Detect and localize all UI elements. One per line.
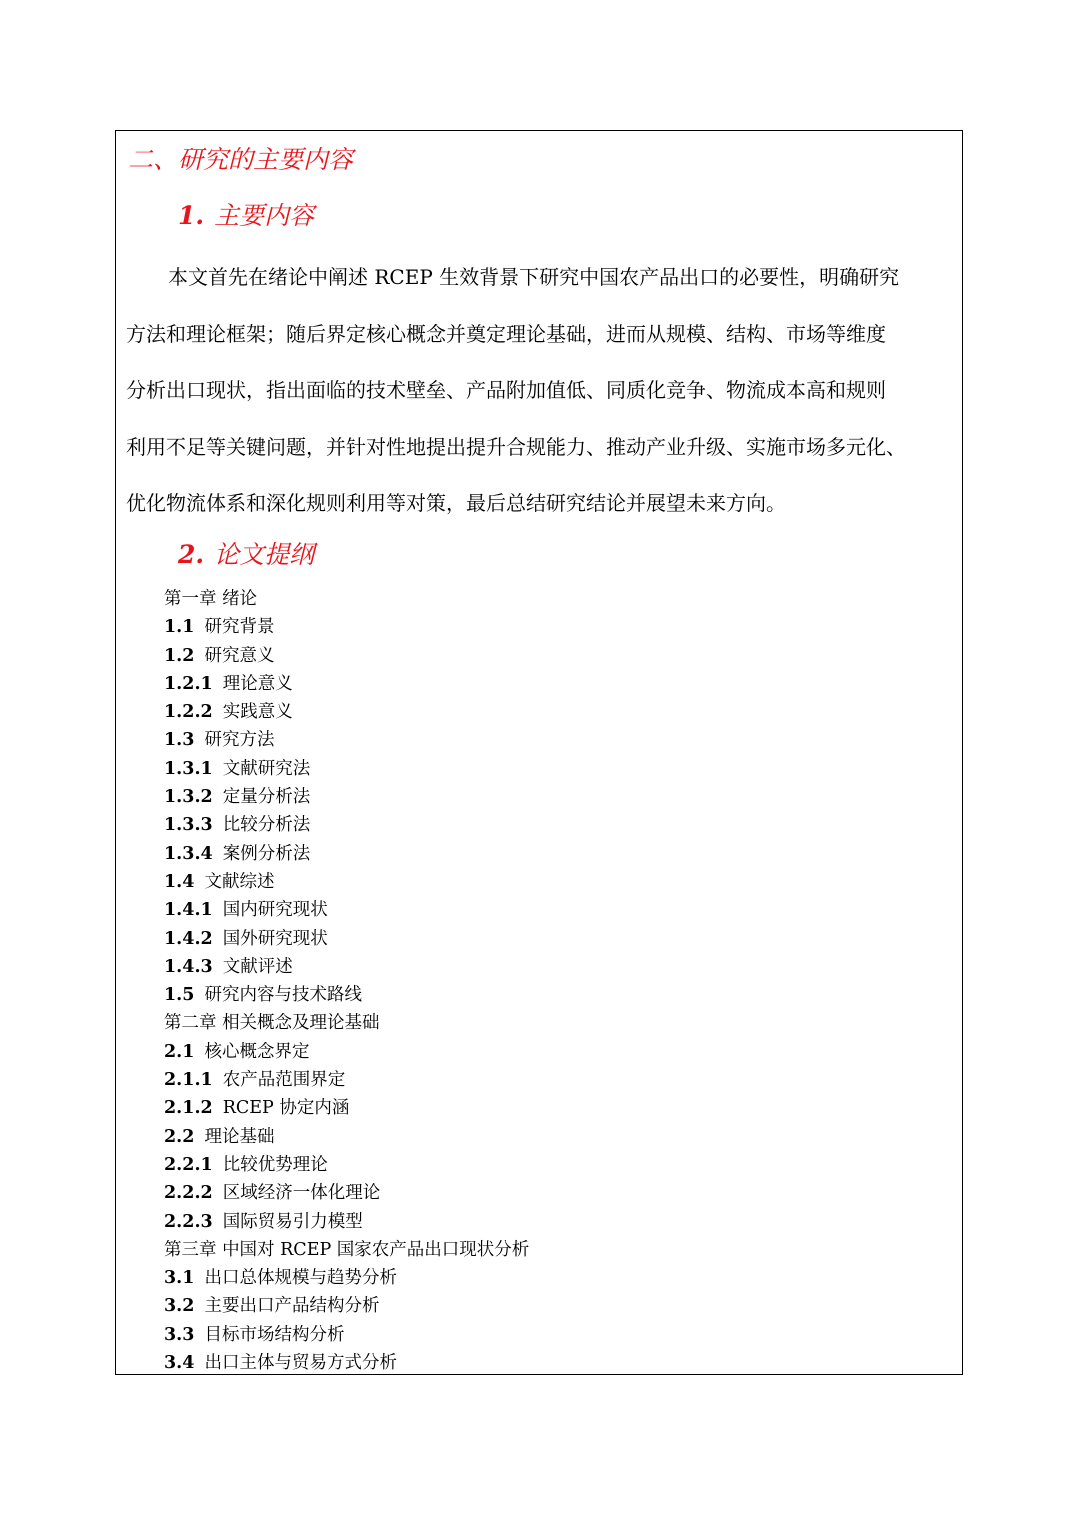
main-content-paragraph — [126, 249, 956, 532]
outline-item-number: 1.3.4 — [164, 843, 213, 864]
outline-item-number: 1.2 — [164, 645, 195, 666]
outline-item-number: 2.2.3 — [164, 1211, 213, 1232]
outline-item — [164, 925, 529, 953]
outline-item-text: 比较分析法 — [222, 815, 311, 836]
outline-item-text: 出口总体规模与趋势分析 — [204, 1268, 397, 1289]
outline-item-number: 1.3 — [164, 730, 195, 751]
paragraph-line: 本文首先在绪论中阐述 RCEP 生效背景下研究中国农产品出口的必要性，明确研究 — [168, 265, 900, 289]
outline-item — [164, 1321, 529, 1349]
outline-item-text: 文献综述 — [204, 871, 275, 892]
outline-item — [164, 783, 529, 811]
outline-item-number: 3.1 — [164, 1268, 195, 1289]
outline-item — [164, 1094, 529, 1122]
outline-item-number: 3.4 — [164, 1353, 195, 1374]
outline-item-number: 1.2.1 — [164, 673, 213, 694]
outline-item — [164, 1123, 529, 1151]
outline-item-number: 1.3.1 — [164, 758, 213, 779]
outline-item-number: 2.2 — [164, 1126, 195, 1147]
outline-item-number: 1.5 — [164, 985, 195, 1006]
outline-title: 论文提纲 — [214, 540, 315, 569]
outline-heading — [178, 538, 314, 572]
outline-item-number: 2.1 — [164, 1041, 195, 1062]
outline-item-text: 理论意义 — [222, 673, 293, 694]
outline-item-number: 1.2.2 — [164, 702, 213, 723]
outline-item-text: 第三章 中国对 RCEP 国家农产品出口现状分析 — [164, 1239, 530, 1260]
outline-number: 2. — [178, 540, 205, 569]
outline-item — [164, 642, 529, 670]
outline-item-number: 1.1 — [164, 617, 195, 638]
main-content-number: 1. — [178, 201, 205, 230]
outline-item-number: 2.1.1 — [164, 1070, 213, 1091]
outline-item — [164, 670, 529, 698]
outline-item — [164, 1292, 529, 1320]
outline-item-text: 区域经济一体化理论 — [222, 1183, 381, 1204]
outline-item-text: 文献研究法 — [222, 758, 311, 779]
outline-item — [164, 1349, 529, 1377]
paragraph-line: 利用不足等关键问题，并针对性地提出提升合规能力、推动产业升级、实施市场多元化、 — [126, 434, 906, 459]
outline-item-text: 第一章 绪论 — [164, 589, 258, 609]
outline-item-number: 2.1.2 — [164, 1098, 213, 1119]
outline-item-text: 主要出口产品结构分析 — [204, 1296, 380, 1317]
outline-item — [164, 1264, 529, 1292]
paragraph-line: 方法和理论框架；随后界定核心概念并奠定理论基础，进而从规模、结构、市场等维度 — [126, 321, 886, 346]
outline-item — [164, 953, 529, 981]
outline-item-number: 1.3.2 — [164, 787, 213, 808]
outline-item — [164, 1236, 529, 1264]
outline-item-text: 文献评述 — [222, 956, 293, 977]
outline-item-text: 比较优势理论 — [222, 1154, 328, 1175]
outline-item — [164, 1208, 529, 1236]
outline-item-number: 1.4.1 — [164, 900, 213, 921]
outline-item-number: 1.4.2 — [164, 928, 213, 949]
outline-item-text: 研究方法 — [204, 730, 275, 751]
outline-item — [164, 981, 529, 1009]
outline-item — [164, 613, 529, 641]
outline-item-text: 实践意义 — [222, 702, 293, 723]
outline-item — [164, 585, 529, 613]
outline-item-number: 1.3.3 — [164, 815, 213, 836]
outline-item — [164, 1009, 529, 1037]
outline-item-text: 案例分析法 — [222, 843, 311, 864]
paragraph-line: 优化物流体系和深化规则利用等对策，最后总结研究结论并展望未来方向。 — [126, 491, 786, 515]
outline-item — [164, 1151, 529, 1179]
outline-list — [164, 585, 529, 1377]
paragraph-line: 分析出口现状，指出面临的技术壁垒、产品附加值低、同质化竞争、物流成本高和规则 — [126, 378, 886, 402]
section-title: 二、研究的主要内容 — [128, 145, 354, 174]
outline-item — [164, 1038, 529, 1066]
outline-item — [164, 868, 529, 896]
outline-item — [164, 840, 529, 868]
main-content-heading — [178, 199, 314, 233]
outline-item-text: 第二章 相关概念及理论基础 — [164, 1013, 380, 1034]
outline-item — [164, 726, 529, 754]
outline-item — [164, 1179, 529, 1207]
main-content-title: 主要内容 — [214, 201, 315, 230]
outline-item-number: 3.3 — [164, 1324, 195, 1345]
outline-item-number: 1.4 — [164, 871, 195, 892]
outline-item-number: 2.2.2 — [164, 1183, 213, 1204]
outline-item-text: 研究内容与技术路线 — [204, 985, 362, 1006]
outline-item-number: 3.2 — [164, 1296, 195, 1317]
content-frame — [115, 130, 963, 1375]
outline-item — [164, 698, 529, 726]
outline-item-text: RCEP 协定内涵 — [222, 1098, 350, 1119]
outline-item-text: 核心概念界定 — [204, 1041, 310, 1062]
outline-item-text: 研究背景 — [204, 617, 275, 638]
outline-item — [164, 811, 529, 839]
outline-item — [164, 896, 529, 924]
outline-item-text: 研究意义 — [204, 645, 275, 666]
outline-item-number: 2.2.1 — [164, 1154, 213, 1175]
outline-item-text: 农产品范围界定 — [222, 1070, 346, 1091]
outline-item-number: 1.4.3 — [164, 956, 213, 977]
outline-item-text: 定量分析法 — [222, 787, 311, 808]
outline-item — [164, 755, 529, 783]
outline-item — [164, 1066, 529, 1094]
outline-item-text: 国内研究现状 — [222, 900, 328, 921]
outline-item-text: 目标市场结构分析 — [204, 1324, 345, 1345]
outline-item-text: 国外研究现状 — [222, 928, 328, 949]
outline-item-text: 理论基础 — [204, 1126, 275, 1147]
outline-item-text: 出口主体与贸易方式分析 — [204, 1353, 397, 1374]
outline-item-text: 国际贸易引力模型 — [222, 1211, 363, 1232]
